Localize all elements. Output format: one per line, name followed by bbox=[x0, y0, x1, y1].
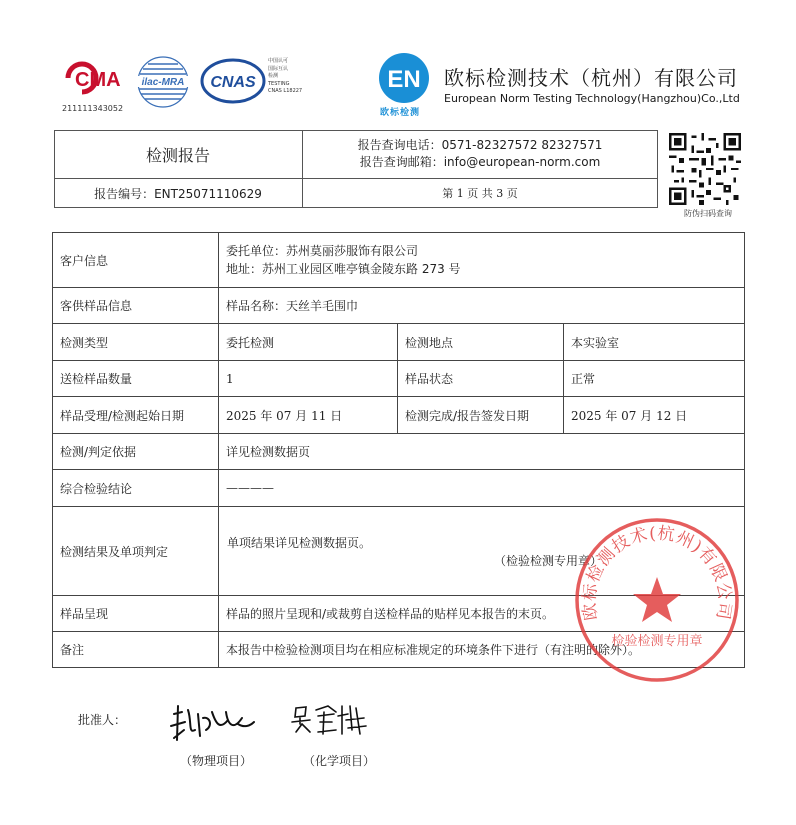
report-number: 报告编号：ENT25071110629 bbox=[94, 186, 262, 201]
presentation-label: 样品呈现 bbox=[53, 596, 219, 632]
report-contact bbox=[302, 131, 658, 177]
signer-2-role: （化学项目） bbox=[303, 754, 376, 768]
signature-1 bbox=[168, 700, 258, 746]
ilac-logo-text: ilac-MRA bbox=[141, 77, 185, 88]
report-email: 报告查询邮箱：info@european-norm.com bbox=[359, 155, 601, 169]
sample-state-label: 样品状态 bbox=[398, 361, 564, 397]
remarks-label: 备注 bbox=[53, 632, 219, 668]
results-value: 单项结果详见检测数据页。 bbox=[227, 536, 372, 550]
client-address: 地址：苏州工业园区唯亭镇金陵东路 273 号 bbox=[226, 262, 461, 276]
table-row bbox=[53, 361, 745, 397]
cma-number: 211111343052 bbox=[62, 104, 124, 113]
received-date-label: 样品受理/检测起始日期 bbox=[53, 397, 219, 434]
signature-2 bbox=[290, 700, 375, 740]
sample-qty-value: 1 bbox=[219, 361, 398, 397]
company-name-en: European Norm Testing Technology(Hangzhou)Co.,Ltd bbox=[444, 92, 740, 105]
table-row bbox=[53, 470, 745, 507]
cnas-accreditation-text: 中国认可 国际互认 检测 TESTING CNAS L18227 bbox=[268, 58, 303, 94]
signer-1-role: （物理项目） bbox=[180, 754, 253, 768]
stamp-bottom-text: 检验检测专用章 bbox=[611, 634, 703, 649]
completed-date-label: 检测完成/报告签发日期 bbox=[398, 397, 564, 434]
company-logo-text: EN bbox=[387, 66, 421, 93]
company-tagline: 欧标检测 bbox=[380, 108, 421, 118]
sample-qty-label: 送检样品数量 bbox=[53, 361, 219, 397]
client-label: 客户信息 bbox=[53, 233, 219, 288]
client-info bbox=[219, 233, 745, 288]
sample-state-value: 正常 bbox=[564, 361, 745, 397]
basis-value: 详见检测数据页 bbox=[219, 434, 745, 470]
cnas-logo-text: CNAS bbox=[210, 74, 256, 91]
sample-info-label: 客供样品信息 bbox=[53, 288, 219, 324]
company-stamp bbox=[572, 515, 742, 685]
basis-label: 检测/判定依据 bbox=[53, 434, 219, 470]
test-type-label: 检测类型 bbox=[53, 324, 219, 361]
report-phone: 报告查询电话：0571-82327572 82327571 bbox=[357, 138, 603, 152]
test-type-value: 委托检测 bbox=[219, 324, 398, 361]
company-name-cn: 欧标检测技术（杭州）有限公司 bbox=[444, 66, 738, 90]
cma-logo bbox=[62, 58, 124, 98]
table-row bbox=[53, 434, 745, 470]
table-row bbox=[53, 288, 745, 324]
conclusion-label: 综合检验结论 bbox=[53, 470, 219, 507]
company-logo bbox=[378, 52, 430, 104]
qr-label: 防伪扫码查询 bbox=[684, 209, 732, 218]
completed-date-value: 2025 年 07 月 12 日 bbox=[564, 397, 745, 434]
results-label: 检测结果及单项判定 bbox=[53, 507, 219, 596]
conclusion-value: ———— bbox=[219, 470, 745, 507]
approver-label: 批准人： bbox=[78, 713, 127, 727]
stamp-ring-text: 欧标检测技术(杭州)有限公司 bbox=[579, 523, 735, 622]
report-title: 检测报告 bbox=[145, 145, 210, 165]
sample-name: 样品名称：天丝羊毛围巾 bbox=[219, 288, 745, 324]
ilac-mra-logo bbox=[133, 55, 193, 110]
results-stamp-note: （检验检测专用章） bbox=[494, 554, 603, 568]
cma-logo-text: CMA bbox=[75, 69, 121, 91]
received-date-value: 2025 年 07 月 11 日 bbox=[219, 397, 398, 434]
cnas-logo bbox=[200, 57, 266, 105]
client-company: 委托单位：苏州莫丽莎服饰有限公司 bbox=[226, 244, 419, 258]
table-row bbox=[53, 324, 745, 361]
qr-code[interactable] bbox=[669, 133, 741, 205]
table-row bbox=[53, 397, 745, 434]
test-location-value: 本实验室 bbox=[564, 324, 745, 361]
presentation-value: 样品的照片呈现和/或裁剪自送检样品的贴样见本报告的末页。 bbox=[219, 596, 745, 632]
test-location-label: 检测地点 bbox=[398, 324, 564, 361]
table-row bbox=[53, 233, 745, 288]
remarks-value: 本报告中检验检测项目均在相应标准规定的环境条件下进行（有注明的除外）。 bbox=[219, 632, 745, 668]
page-indicator: 第 1 页 共 3 页 bbox=[442, 187, 518, 200]
